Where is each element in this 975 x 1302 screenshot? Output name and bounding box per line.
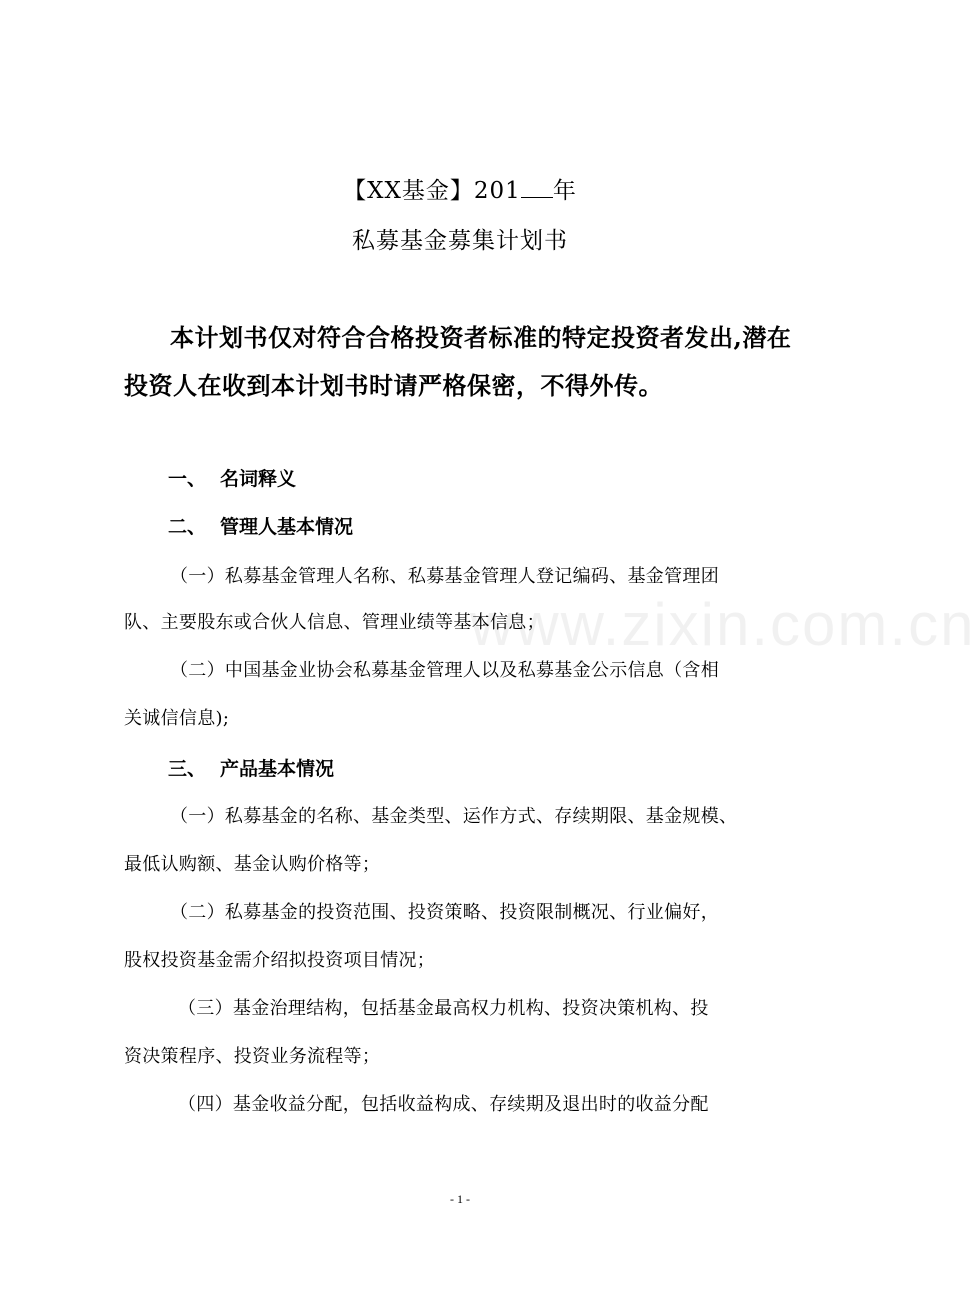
watermark: www.zixin.com.cn: [470, 591, 975, 658]
section-number: 二、: [168, 516, 207, 538]
paragraph-line: （一）私募基金的名称、基金类型、运作方式、存续期限、基金规模、: [170, 806, 738, 827]
paragraph-line: 资决策程序、投资业务流程等；: [124, 1046, 381, 1067]
document-title-line2: 私募基金募集计划书: [352, 228, 568, 254]
confidentiality-notice-line2: 投资人在收到本计划书时请严格保密，不得外传。: [124, 371, 663, 400]
section-title: 产品基本情况: [220, 758, 335, 780]
paragraph-line: 股权投资基金需介绍拟投资项目情况；: [124, 950, 436, 971]
section-heading-3: [168, 754, 334, 781]
title-suffix: 年: [552, 178, 577, 204]
section-heading-2: [168, 512, 353, 539]
paragraph-line: （四）基金收益分配，包括收益构成、存续期及退出时的收益分配: [178, 1094, 709, 1115]
document-title-line1: [0, 172, 920, 205]
paragraph-line: （三）基金治理结构，包括基金最高权力机构、投资决策机构、投: [178, 998, 709, 1019]
section-title: 名词释义: [220, 468, 297, 490]
section-heading-1: [168, 464, 296, 491]
paragraph-line: 最低认购额、基金认购价格等；: [124, 854, 381, 875]
paragraph-line: （二）私募基金的投资范围、投资策略、投资限制概况、行业偏好，: [170, 902, 719, 923]
section-title: 管理人基本情况: [220, 516, 354, 538]
paragraph-line: 关诚信信息);: [124, 708, 230, 729]
page-number: - 1 -: [450, 1192, 470, 1206]
section-number: 一、: [168, 468, 207, 490]
paragraph-line: （一）私募基金管理人名称、私募基金管理人登记编码、基金管理团: [170, 566, 719, 587]
confidentiality-notice-line1: 本计划书仅对符合合格投资者标准的特定投资者发出,潜在: [170, 323, 792, 352]
title-prefix: 【XX基金】201: [343, 178, 521, 204]
title-year-blank: [521, 179, 553, 198]
paragraph-line: 队、主要股东或合伙人信息、管理业绩等基本信息；: [124, 612, 545, 633]
section-number: 三、: [168, 758, 207, 780]
paragraph-line: （二）中国基金业协会私募基金管理人以及私募基金公示信息（含相: [170, 660, 719, 681]
